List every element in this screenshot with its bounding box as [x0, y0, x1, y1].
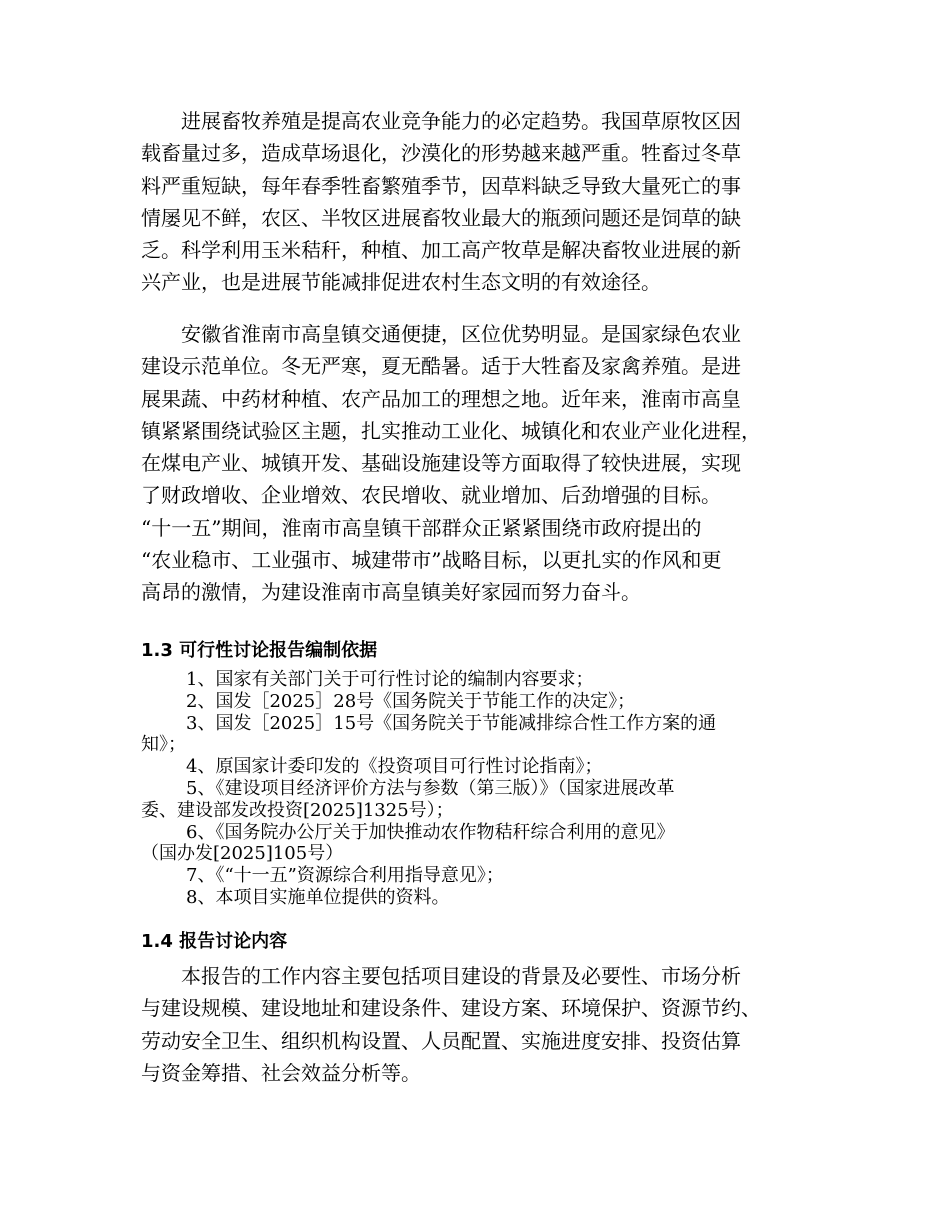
list-item: 7、《“十一五”资源综合利用指导意见》； — [186, 865, 504, 887]
section-heading-1-3: 1.3 可行性讨论报告编制依据 — [141, 640, 378, 661]
section-heading-1-4: 1.4 报告讨论内容 — [141, 931, 288, 952]
report-content-paragraph: 本报告的工作内容主要包括项目建设的背景及必要性、市场分析 与建设规模、建设地址和建设条件、建设方案、环境保护、资源节约、 劳动安全卫生、组织机构设置、人员配置、实施进度安排、投资估算 与资金筹措、社会效益分析等。 — [141, 964, 761, 1085]
list-item: 5、《建设项目经济评价方法与参数（第三版）》（国家进展改革 委、建设部发改投资[2025]1325号）； — [141, 777, 675, 821]
list-item: 6、《国务院办公厅关于加快推动农作物秸秆综合利用的意见》 （国办发[2025]105号） — [141, 821, 675, 865]
list-item: 1、国家有关部门关于可行性讨论的编制内容要求； — [186, 669, 594, 690]
list-item: 3、国发［2025］15号《国务院关于节能减排综合性工作方案的通 知》； — [141, 712, 717, 756]
list-item: 8、本项目实施单位提供的资料。 — [186, 886, 450, 908]
intro-paragraph-huainan: 安徽省淮南市高皇镇交通便捷，区位优势明显。是国家绿色农业 建设示范单位。冬无严寒，夏无酷暑。适于大牲畜及家禽养殖。是进 展果蔬、中药材种植、农产品加工的理想之地。近年来，淮南市高皇 镇紧紧围绕试验区主题，扎实推动工业化、城镇化和农业产业化进程， 在煤电产业、城镇开发、基础设施建设等方面取得了较快进展，实现 了财政增收、企业增效、农民增收、就业增加、后劲增强的目标。 “十一五”期间，淮南市高皇镇干部群众正紧紧围绕市政府提出的 “农业稳市、工业强市、城建带市”战略目标，以更扎实的作风和更 高昂的激情，为建设淮南市高皇镇美好家园而努力奋斗。 — [141, 322, 761, 605]
basis-list — [141, 669, 811, 909]
intro-paragraph-livestock: 进展畜牧养殖是提高农业竞争能力的必定趋势。我国草原牧区因 载畜量过多，造成草场退化，沙漠化的形势越来越严重。牲畜过冬草 料严重短缺，每年春季牲畜繁殖季节，因草料缺乏导致大量死亡的事 情屡见不鲜，农区、半牧区进展畜牧业最大的瓶颈问题还是饲草的缺 乏。科学利用玉米秸秆，种植、加工高产牧草是解决畜牧业进展的新 兴产业，也是进展节能减排促进农村生态文明的有效途径。 — [141, 109, 741, 295]
list-item: 2、国发［2025］28号《国务院关于节能工作的决定》； — [186, 690, 636, 712]
list-item: 4、原国家计委印发的《投资项目可行性讨论指南》； — [186, 756, 603, 778]
